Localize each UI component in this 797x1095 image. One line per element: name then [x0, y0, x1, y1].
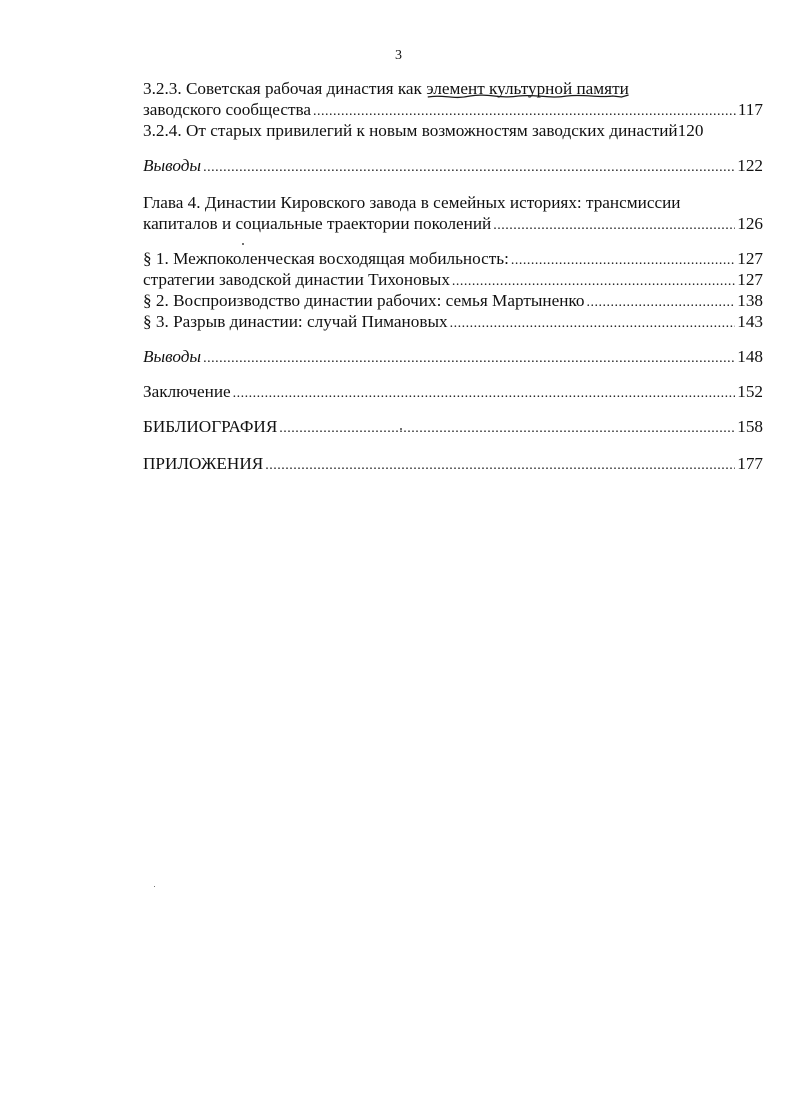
toc-page-number: 126	[737, 214, 763, 233]
toc-entry-3-2-3-underlined-text: элемент культурной памяти	[426, 79, 629, 98]
toc-page-number: 127	[737, 270, 763, 289]
toc-entry-bibliography[interactable]	[143, 416, 763, 437]
toc-entry-text: ПРИЛОЖЕНИЯ	[143, 454, 264, 473]
leader-dots	[279, 418, 735, 439]
toc-page-number: 158	[737, 417, 763, 436]
toc-entry-text: Заключение	[143, 382, 231, 401]
page-number: 3	[395, 48, 402, 63]
leader-dots	[586, 292, 735, 313]
toc-entry-text: 3.2.4. От старых привилегий к новым возможностям заводских династий	[143, 121, 678, 140]
toc-page-number: 152	[737, 382, 763, 401]
leader-dots	[203, 348, 735, 369]
toc-page-number: 143	[737, 312, 763, 331]
toc-page-number: 127	[737, 249, 763, 268]
toc-page-number: 120	[677, 121, 704, 140]
toc-section-1-line1[interactable]	[143, 248, 763, 269]
toc-page-number: 122	[737, 156, 763, 175]
toc-entry-text: § 2. Воспроизводство династии рабочих: семья Мартыненко	[143, 291, 585, 310]
leader-dots	[233, 383, 736, 404]
toc-entry-text: Выводы	[143, 156, 202, 175]
leader-dots	[493, 215, 735, 236]
toc-entry-text: заводского сообщества	[143, 100, 311, 119]
leader-dots	[452, 271, 735, 292]
toc-page-number: 148	[737, 347, 763, 366]
toc-entry-3-2-3-line2[interactable]	[143, 99, 763, 120]
toc-entry-conclusion[interactable]	[143, 381, 763, 402]
toc-page-number: 138	[737, 291, 763, 310]
toc-entry-3-2-4[interactable]	[143, 120, 763, 141]
toc-chapter-4-line2[interactable]	[143, 213, 763, 234]
leader-dots	[450, 313, 736, 334]
toc-page-number: 117	[737, 100, 763, 119]
toc-entry-text: § 3. Разрыв династии: случай Пимановых	[143, 312, 448, 331]
toc-entry-appendices[interactable]	[143, 453, 763, 474]
toc-entry-3-2-3-line1	[143, 78, 763, 99]
toc-entry-text: Выводы	[143, 347, 202, 366]
scan-speck	[400, 428, 402, 430]
toc-chapter-4-line1: Глава 4. Династии Кировского завода в семейных историях: трансмиссии	[143, 193, 681, 212]
toc-entry-text: стратегии заводской династии Тихоновых	[143, 270, 450, 289]
table-of-contents	[143, 78, 763, 474]
toc-entry-text: капиталов и социальные траектории поколений	[143, 214, 492, 233]
leader-dots	[265, 455, 735, 476]
handwritten-underline-phrase	[426, 78, 629, 99]
toc-entry-3-2-3-text: 3.2.3. Советская рабочая династия как	[143, 79, 427, 98]
toc-entry-conclusions-ch4[interactable]	[143, 346, 763, 367]
scan-speck	[154, 886, 155, 887]
toc-section-3[interactable]	[143, 311, 763, 332]
leader-dots	[511, 250, 735, 271]
toc-page-number: 177	[737, 454, 763, 473]
toc-entry-conclusions-ch3[interactable]	[143, 155, 763, 176]
toc-section-2[interactable]	[143, 290, 763, 311]
toc-section-1-line2[interactable]	[143, 269, 763, 290]
handwritten-underline-mark	[426, 93, 629, 101]
toc-entry-text: БИБЛИОГРАФИЯ	[143, 417, 278, 436]
toc-entry-text: § 1. Межпоколенческая восходящая мобильность:	[143, 249, 509, 268]
scan-speck	[242, 243, 244, 245]
leader-dots	[313, 101, 736, 122]
leader-dots	[203, 157, 735, 178]
